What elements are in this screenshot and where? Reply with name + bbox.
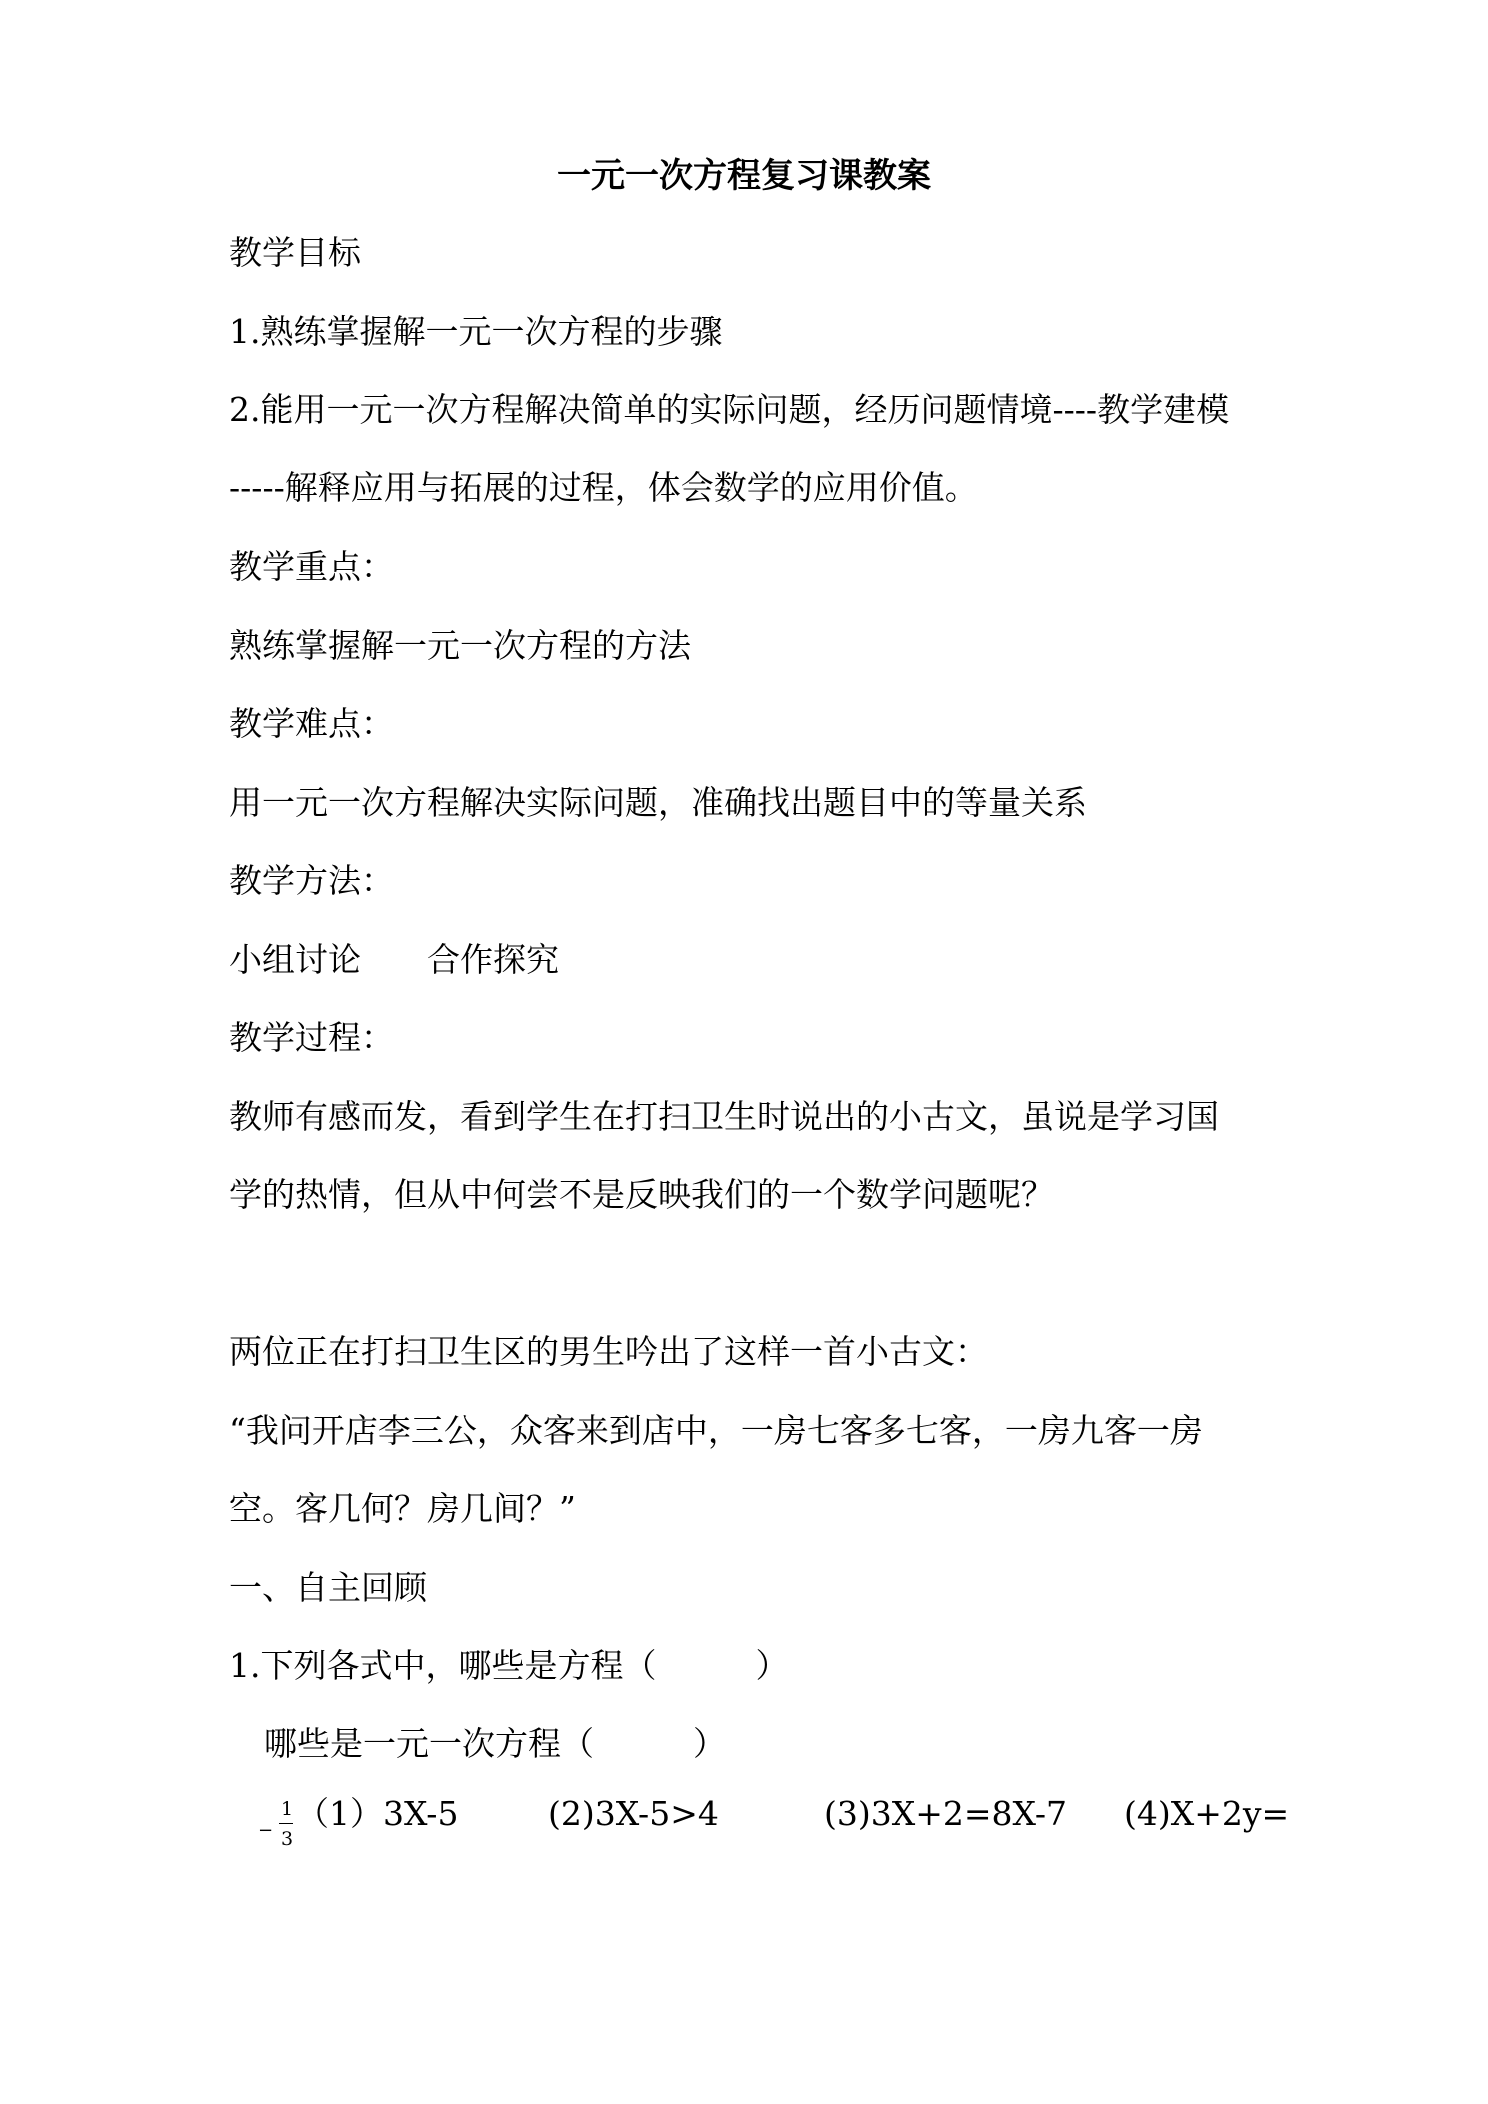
equation-option-2: (2)3X-5>4 [548, 1794, 719, 1833]
process-paragraph-line-1: 教师有感而发，看到学生在打扫卫生时说出的小古文，虽说是学习国 [229, 1097, 1219, 1136]
difficulties-text: 用一元一次方程解决实际问题，准确找出题目中的等量关系 [229, 783, 1087, 822]
fraction-sign: − [258, 1820, 274, 1841]
methods-text: 小组讨论 合作探究 [229, 940, 559, 979]
equation-option-4: (4)X+2y= [1124, 1794, 1290, 1833]
section-heading-methods: 教学方法： [229, 861, 394, 900]
section-heading-difficulties: 教学难点： [229, 704, 394, 743]
goal-item-1: 1.熟练掌握解一元一次方程的步骤 [229, 312, 723, 351]
equation-option-1: （1）3X-5 [296, 1794, 459, 1833]
poem-intro: 两位正在打扫卫生区的男生吟出了这样一首小古文： [229, 1332, 988, 1371]
fraction-numerator: 1 [281, 1798, 294, 1820]
poem-line-1: “我问开店李三公，众客来到店中，一房七客多七客，一房九客一房 [229, 1411, 1203, 1450]
equation-option-3: (3)3X+2=8X-7 [824, 1794, 1067, 1833]
fraction-bar [279, 1823, 293, 1824]
document-title: 一元一次方程复习课教案 [557, 156, 931, 196]
poem-line-2: 空。客几何？房几间？” [229, 1489, 576, 1528]
equation-options [258, 1790, 1318, 1860]
goal-item-2: 2.能用一元一次方程解决简单的实际问题，经历问题情境----教学建模 [229, 390, 1230, 429]
section-heading-key-points: 教学重点： [229, 547, 394, 586]
goal-item-2-continued: -----解释应用与拓展的过程，体会数学的应用价值。 [229, 468, 978, 507]
question-1-subquestion: 哪些是一元一次方程（ ） [264, 1724, 726, 1763]
section-heading-review: 一、自主回顾 [229, 1568, 427, 1607]
key-points-text: 熟练掌握解一元一次方程的方法 [229, 626, 691, 665]
fraction-denominator: 3 [281, 1828, 294, 1850]
process-paragraph-line-2: 学的热情，但从中何尝不是反映我们的一个数学问题呢？ [229, 1175, 1054, 1214]
section-heading-process: 教学过程： [229, 1018, 394, 1057]
section-heading-goals: 教学目标 [229, 233, 361, 272]
fraction-minus-one-third [258, 1796, 298, 1856]
question-1: 1.下列各式中，哪些是方程（ ） [229, 1646, 789, 1685]
